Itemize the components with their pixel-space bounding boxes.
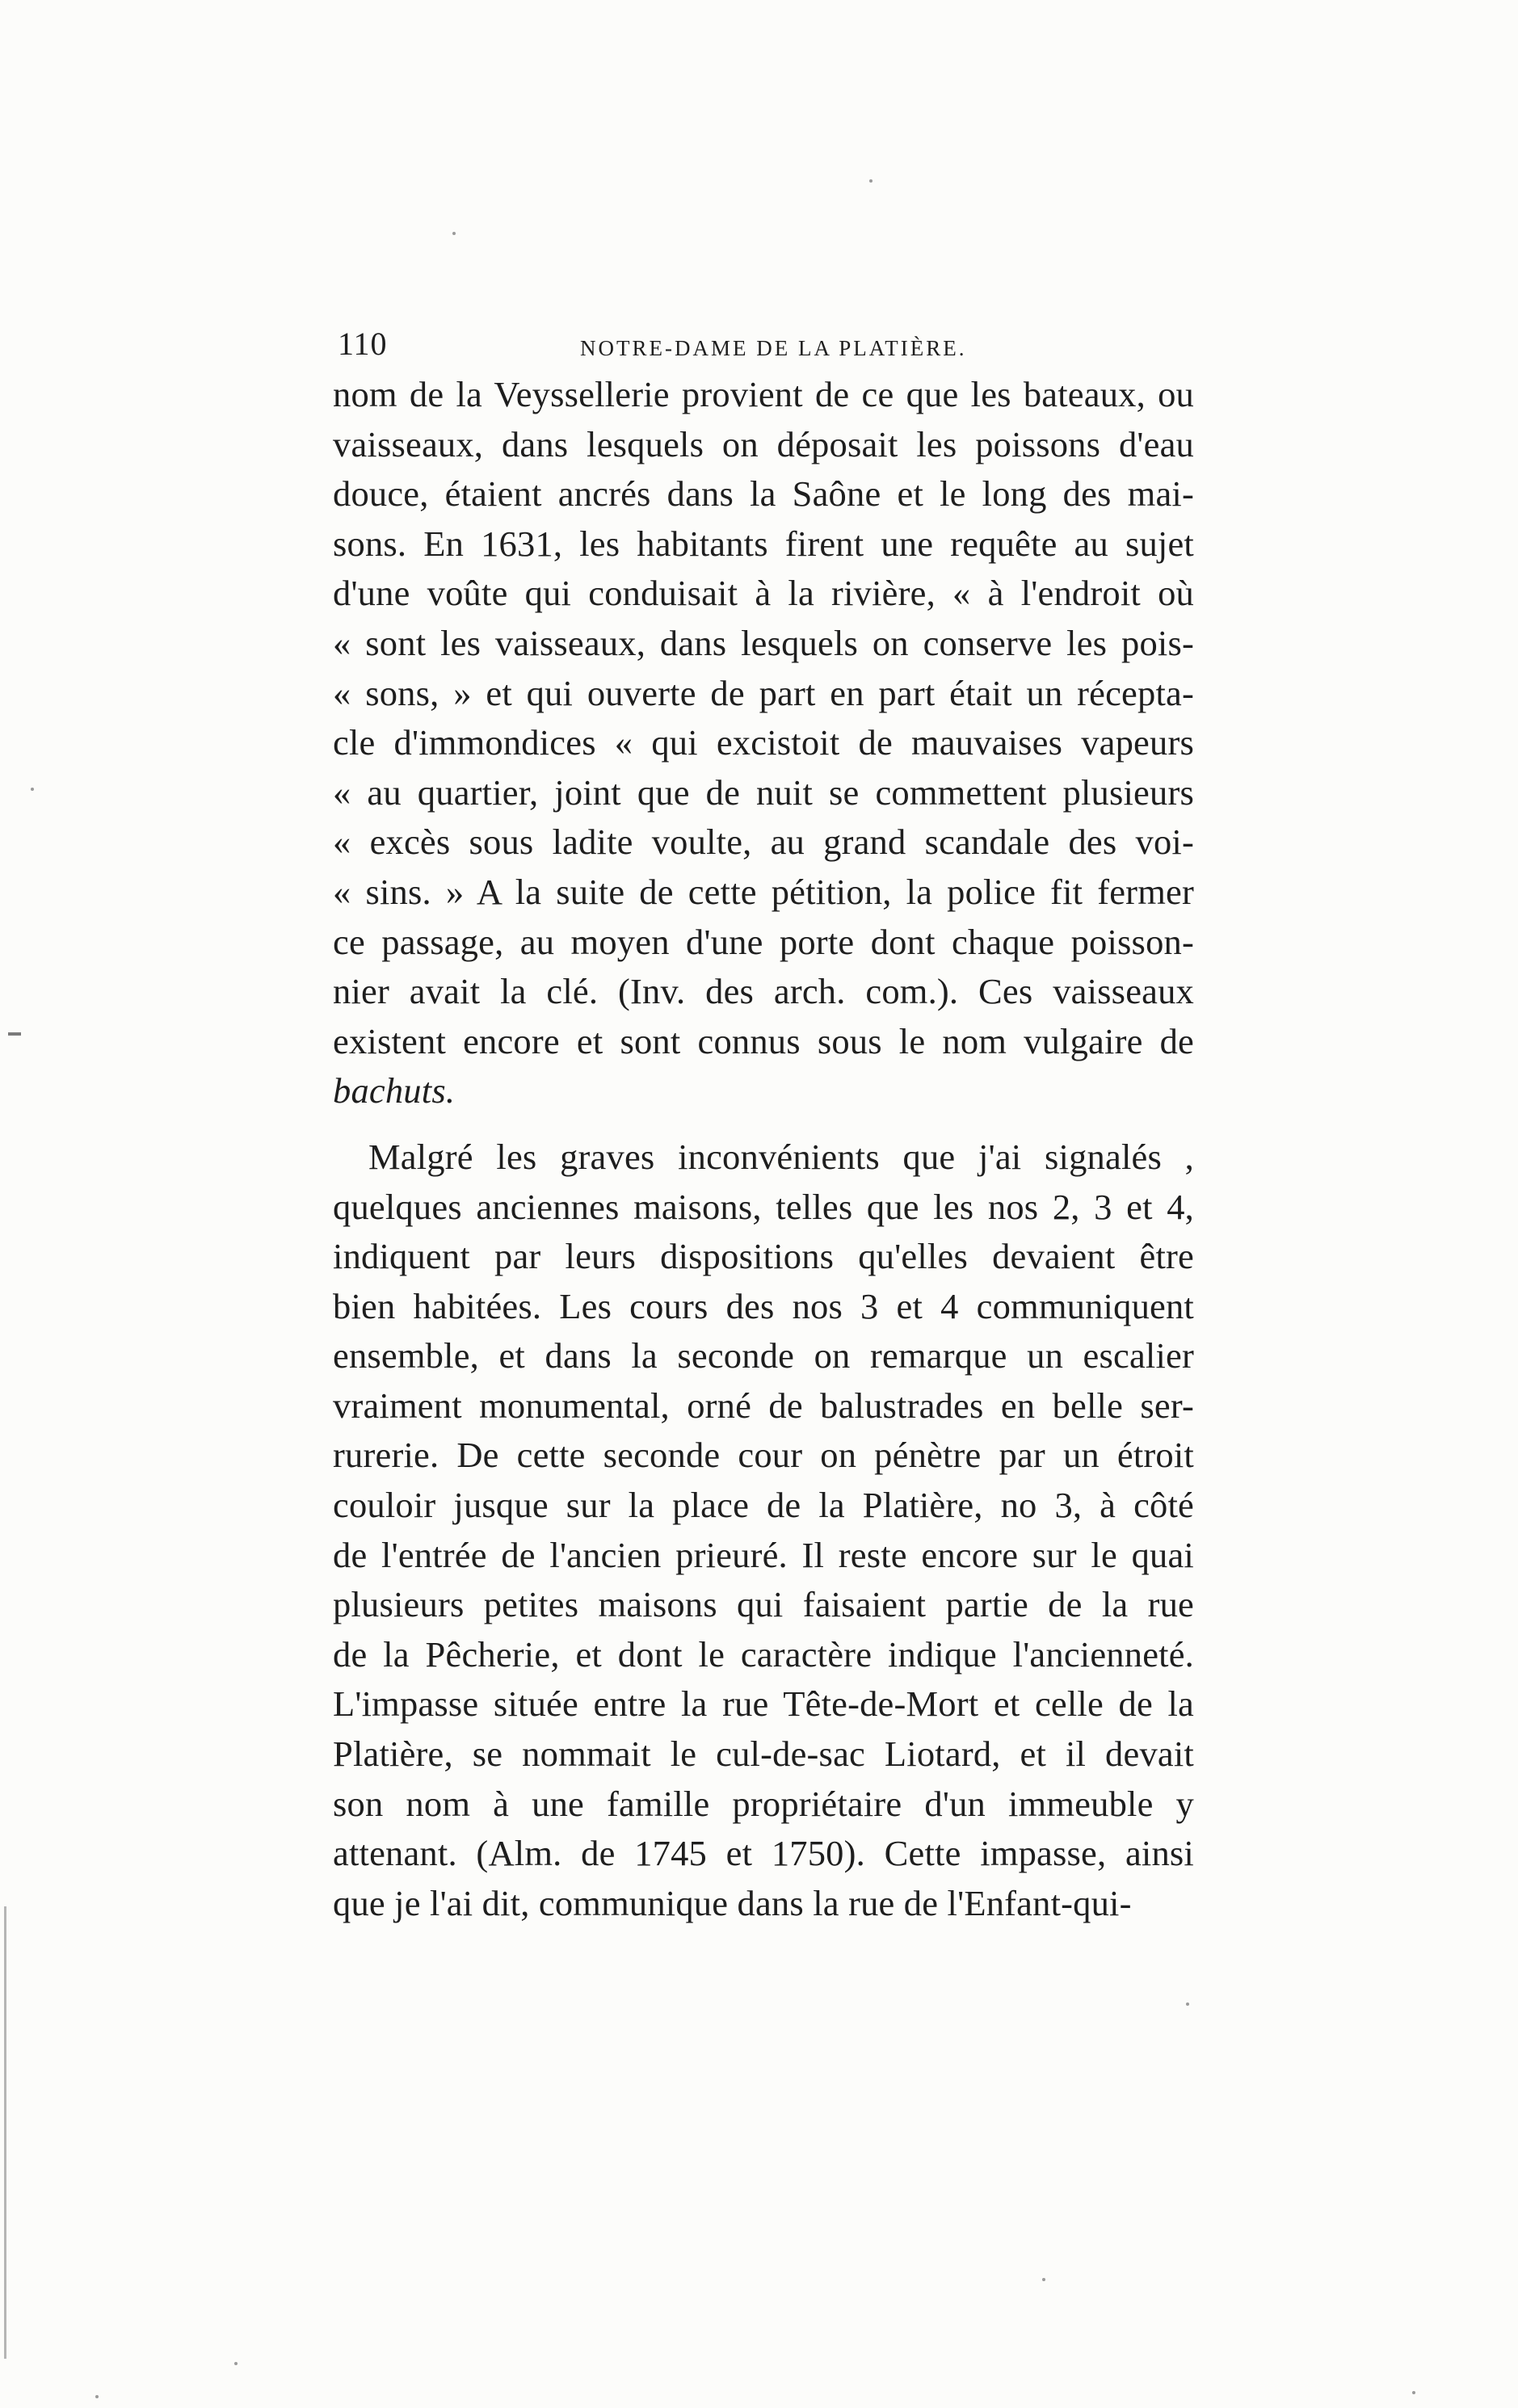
text-line: « excès sous ladite voulte, au grand scandale des voi- — [333, 822, 1194, 863]
text-line: bachuts. — [333, 1070, 456, 1112]
text-line: existent encore et sont connus sous le nom vulgaire de — [333, 1020, 1194, 1061]
text-line: quelques anciennes maisons, telles que les nos 2, 3 et 4, — [333, 1186, 1194, 1227]
scan-speck — [452, 232, 456, 235]
scan-speck — [1186, 2002, 1189, 2006]
text-line: « sont les vaisseaux, dans lesquels on conserve les pois- — [333, 622, 1194, 663]
text-line: sons. En 1631, les habitants firent une requête au sujet — [333, 523, 1194, 564]
running-head: NOTRE-DAME DE LA PLATIÈRE. — [580, 336, 967, 360]
text-line: de la Pêcherie, et dont le caractère indique l'ancienneté. — [333, 1633, 1194, 1675]
text-line: attenant. (Alm. de 1745 et 1750). Cette impasse, ainsi — [333, 1833, 1194, 1874]
text-line: bien habitées. Les cours des nos 3 et 4 communiquent — [333, 1285, 1194, 1326]
page-number: 110 — [338, 326, 388, 362]
text-line: L'impasse située entre la rue Tête-de-Mort et celle de la — [333, 1683, 1194, 1725]
scan-speck — [234, 2362, 238, 2365]
scan-speck — [95, 2395, 99, 2398]
scan-edge-line — [4, 1906, 6, 2359]
scan-speck — [869, 179, 873, 183]
text-line: douce, étaient ancrés dans la Saône et le long des mai- — [333, 473, 1194, 515]
text-line: ensemble, et dans la seconde on remarque un escalier — [333, 1335, 1194, 1376]
text-line: de l'entrée de l'ancien prieuré. Il reste encore sur le quai — [333, 1534, 1194, 1575]
text-line: vaisseaux, dans lesquels on déposait les poissons d'eau — [333, 423, 1194, 464]
text-line: d'une voûte qui conduisait à la rivière, « à l'endroit où — [333, 573, 1194, 614]
scan-margin-mark — [8, 1032, 21, 1036]
text-line: « sins. » A la suite de cette pétition, la police fit fermer — [333, 871, 1194, 912]
body-text — [333, 370, 1194, 1928]
text-line: que je l'ai dit, communique dans la rue de l'Enfant-qui- — [333, 1882, 1132, 1923]
text-line: cle d'immondices « qui excistoit de mauvaises vapeurs — [333, 722, 1194, 763]
text-line: couloir jusque sur la place de la Platière, no 3, à côté — [333, 1485, 1194, 1526]
text-line: son nom à une famille propriétaire d'un immeuble y — [333, 1783, 1194, 1824]
page-header — [338, 325, 1194, 373]
scan-speck — [1412, 2391, 1415, 2394]
text-line: rurerie. De cette seconde cour on pénètre par un étroit — [333, 1435, 1194, 1476]
text-line: nier avait la clé. (Inv. des arch. com.). Ces vaisseaux — [333, 971, 1194, 1012]
text-line: Malgré les graves inconvénients que j'ai signalés , — [368, 1136, 1194, 1177]
text-line: plusieurs petites maisons qui faisaient partie de la rue — [333, 1584, 1194, 1625]
scan-speck — [1042, 2278, 1045, 2281]
text-line: « sons, » et qui ouverte de part en part était un récepta- — [333, 672, 1194, 713]
text-line: indiquent par leurs dispositions qu'elles devaient être — [333, 1236, 1194, 1277]
text-line: Platière, se nommait le cul-de-sac Liotard, et il devait — [333, 1734, 1194, 1775]
text-line: ce passage, au moyen d'une porte dont chaque poisson- — [333, 921, 1194, 962]
text-line: vraiment monumental, orné de balustrades en belle ser- — [333, 1385, 1194, 1426]
text-line: nom de la Veyssellerie provient de ce que les bateaux, ou — [333, 374, 1194, 414]
scan-speck — [31, 788, 34, 791]
text-line: « au quartier, joint que de nuit se commettent plusieurs — [333, 771, 1194, 813]
